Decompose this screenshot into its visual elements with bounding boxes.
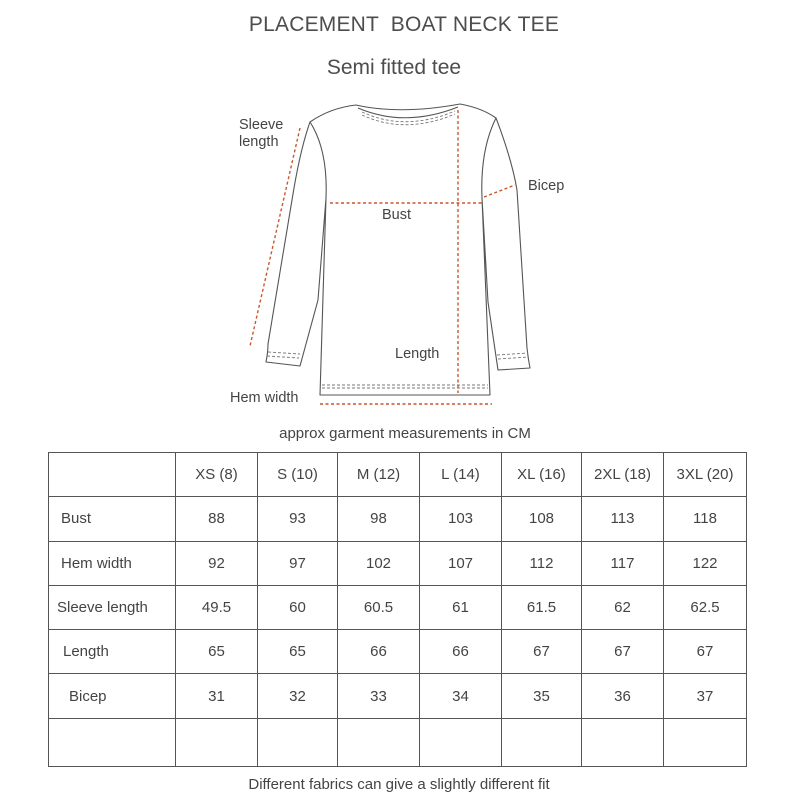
header-cell: L (14) xyxy=(420,453,502,497)
table-cell xyxy=(258,718,338,766)
bicep-measure-line xyxy=(484,185,515,197)
header-cell: XS (8) xyxy=(176,453,258,497)
table-row xyxy=(49,674,747,718)
table-cell: 103 xyxy=(420,497,502,541)
table-cell: 62.5 xyxy=(664,585,747,629)
table-cell xyxy=(502,718,582,766)
table-cell: 32 xyxy=(258,674,338,718)
table-cell: 67 xyxy=(664,630,747,674)
table-cell: 66 xyxy=(338,630,420,674)
sleeve-length-label: Sleeve length xyxy=(239,117,284,150)
measurement-caption: approx garment measurements in CM xyxy=(279,425,531,442)
header-cell: M (12) xyxy=(338,453,420,497)
table-cell: 65 xyxy=(258,630,338,674)
table-cell: 122 xyxy=(664,541,747,585)
row-label: Length xyxy=(49,630,176,674)
table-cell: 33 xyxy=(338,674,420,718)
bicep-label: Bicep xyxy=(528,178,565,194)
row-label: Bicep xyxy=(49,674,176,718)
table-cell: 107 xyxy=(420,541,502,585)
page-title: PLACEMENT BOAT NECK TEE xyxy=(248,13,560,36)
header-cell: 3XL (20) xyxy=(664,453,747,497)
table-cell: 35 xyxy=(502,674,582,718)
fit-note: Different fabrics can give a slightly different fit xyxy=(248,776,550,793)
table-cell: 117 xyxy=(582,541,664,585)
sleeve-measure-line xyxy=(250,128,300,346)
table-cell: 118 xyxy=(664,497,747,541)
table-cell xyxy=(420,718,502,766)
table-cell: 61.5 xyxy=(502,585,582,629)
table-cell: 36 xyxy=(582,674,664,718)
header-cell xyxy=(49,453,176,497)
table-cell xyxy=(664,718,747,766)
table-cell xyxy=(582,718,664,766)
table-cell xyxy=(176,718,258,766)
table-cell: 108 xyxy=(502,497,582,541)
table-cell: 60 xyxy=(258,585,338,629)
table-row xyxy=(49,497,747,541)
table-cell: 67 xyxy=(502,630,582,674)
table-cell xyxy=(49,718,176,766)
header-cell: XL (16) xyxy=(502,453,582,497)
row-label: Hem width xyxy=(49,541,176,585)
table-cell: 88 xyxy=(176,497,258,541)
table-header-row xyxy=(49,453,747,497)
table-cell: 37 xyxy=(664,674,747,718)
table-row xyxy=(49,630,747,674)
table-cell: 31 xyxy=(176,674,258,718)
table-cell: 34 xyxy=(420,674,502,718)
table-cell: 92 xyxy=(176,541,258,585)
table-row xyxy=(49,541,747,585)
size-chart-table xyxy=(48,452,747,767)
table-cell: 49.5 xyxy=(176,585,258,629)
table-row-empty xyxy=(49,718,747,766)
table-cell: 60.5 xyxy=(338,585,420,629)
bust-label: Bust xyxy=(382,207,412,223)
page-subtitle: Semi fitted tee xyxy=(326,56,462,79)
table-cell: 62 xyxy=(582,585,664,629)
header-cell: 2XL (18) xyxy=(582,453,664,497)
row-label: Bust xyxy=(49,497,176,541)
length-label: Length xyxy=(395,346,440,362)
row-label: Sleeve length xyxy=(49,585,176,629)
table-cell: 113 xyxy=(582,497,664,541)
table-row xyxy=(49,585,747,629)
hem-width-label: Hem width xyxy=(230,390,299,406)
table-cell: 102 xyxy=(338,541,420,585)
table-cell: 112 xyxy=(502,541,582,585)
table-cell: 93 xyxy=(258,497,338,541)
table-cell: 61 xyxy=(420,585,502,629)
table-cell: 65 xyxy=(176,630,258,674)
table-cell: 67 xyxy=(582,630,664,674)
table-cell: 66 xyxy=(420,630,502,674)
table-cell xyxy=(338,718,420,766)
table-cell: 97 xyxy=(258,541,338,585)
header-cell: S (10) xyxy=(258,453,338,497)
table-cell: 98 xyxy=(338,497,420,541)
